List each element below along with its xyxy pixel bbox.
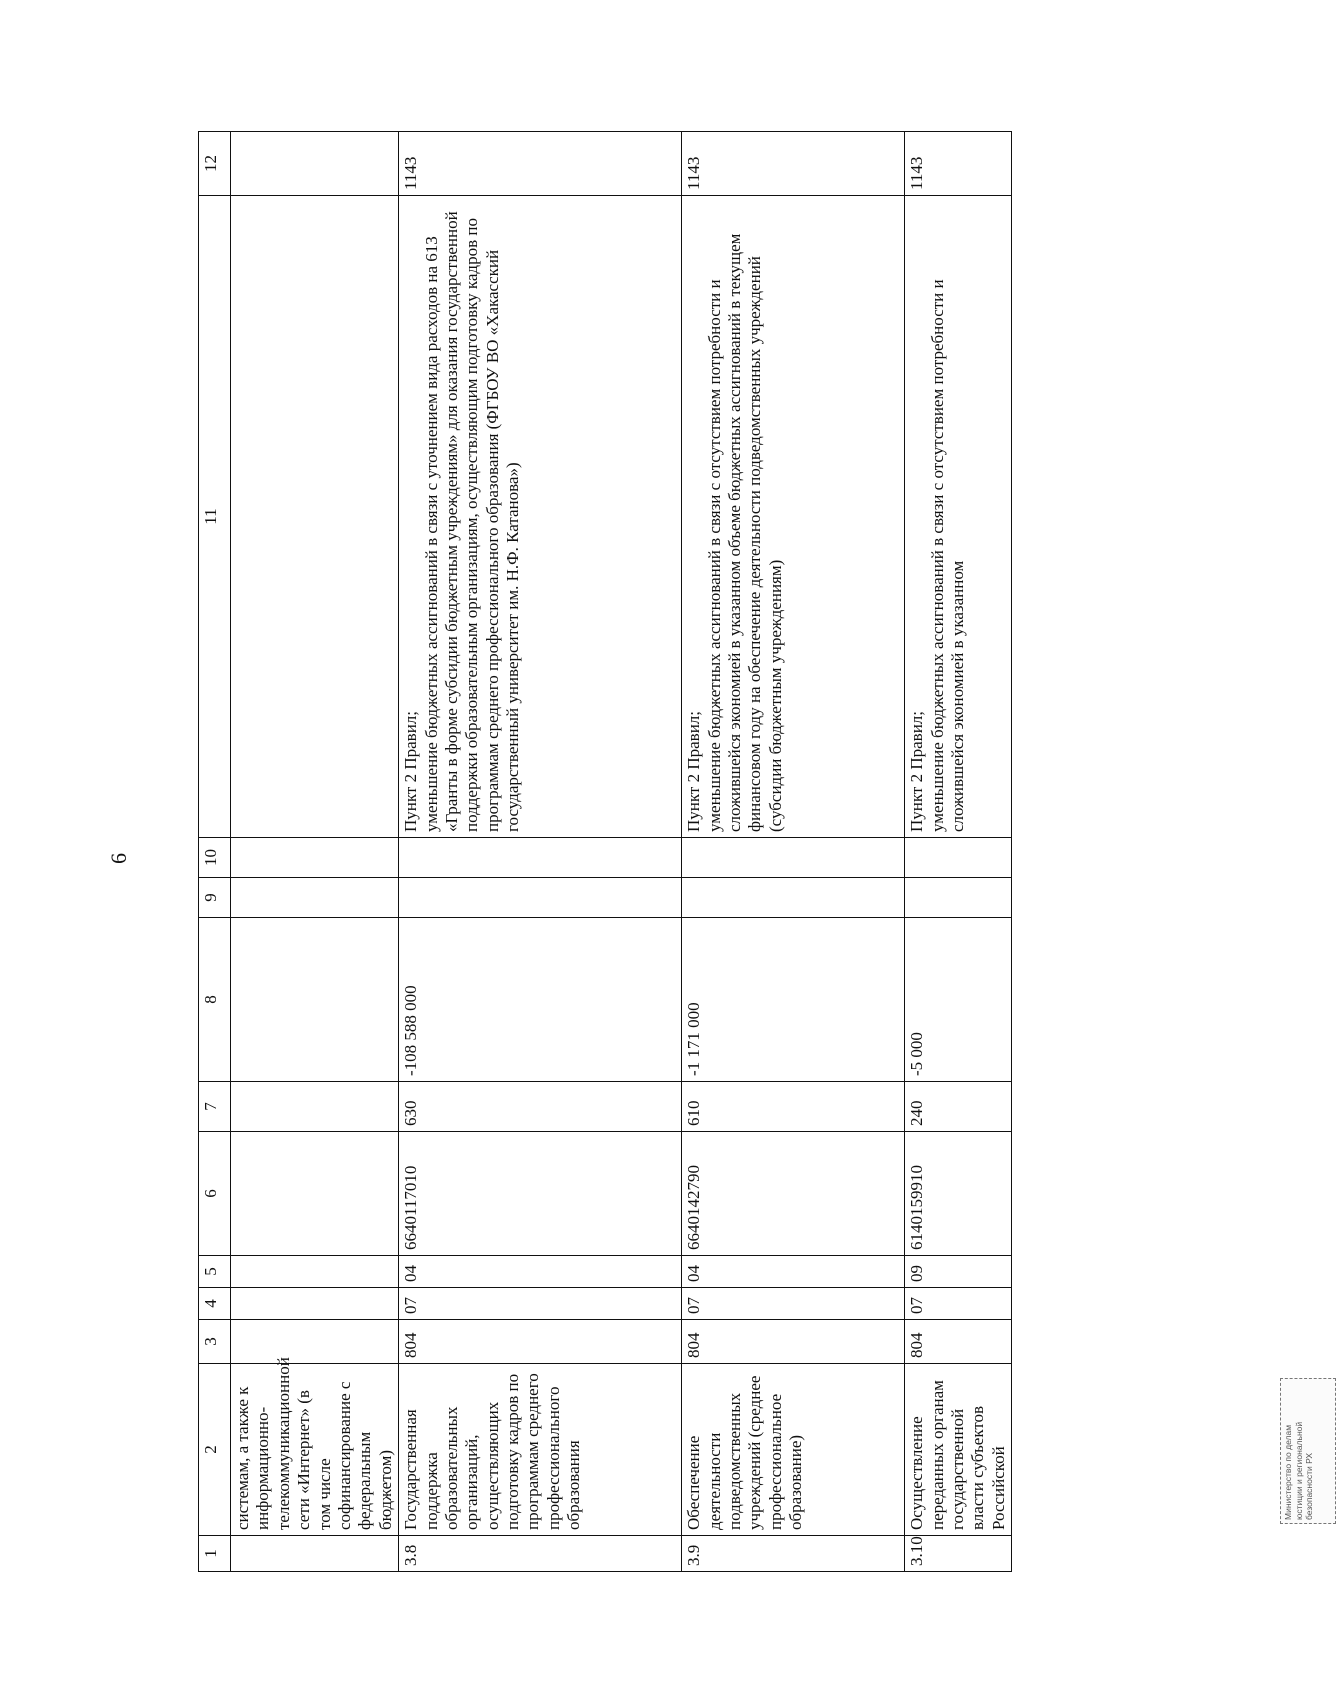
header-col-12: 12 (199, 132, 231, 196)
cell-empty (231, 1132, 399, 1256)
header-col-4: 4 (199, 1288, 231, 1320)
header-col-3: 3 (199, 1320, 231, 1364)
cell-subsection: 04 (682, 1256, 905, 1288)
table-row (905, 132, 1012, 1572)
cell-col-9 (399, 878, 682, 918)
cell-number: 3.8 (399, 1536, 682, 1572)
cell-number: 3.10 (905, 1536, 1012, 1572)
header-col-6: 6 (199, 1132, 231, 1256)
stamp-line: Министерство по делам (1283, 1424, 1293, 1520)
cell-empty (231, 196, 399, 838)
cell-subsection: 04 (399, 1256, 682, 1288)
cell-expense-type: 240 (905, 1082, 1012, 1132)
cell-subsection: 09 (905, 1256, 1012, 1288)
cell-ministry-code: 804 (905, 1320, 1012, 1364)
cell-ministry-code: 804 (399, 1320, 682, 1364)
header-col-2: 2 (199, 1364, 231, 1536)
cell-col-10 (399, 838, 682, 878)
cell-col-10 (905, 838, 1012, 878)
table-row (682, 132, 905, 1572)
cell-justification: Пункт 2 Правил; уменьшение бюджетных ассигнований в связи с отсутствием потребности и сложившейся экономией в указанном (905, 196, 1012, 838)
budget-table-wrapper (198, 132, 1012, 1572)
cell-amount: -1 171 000 (682, 918, 905, 1082)
table-row (399, 132, 682, 1572)
stamp-line: безопасности РХ (1304, 1452, 1315, 1520)
header-col-5: 5 (199, 1256, 231, 1288)
cell-empty (231, 1320, 399, 1364)
table-row-continuation (231, 132, 399, 1572)
cell-empty (231, 838, 399, 878)
header-col-8: 8 (199, 918, 231, 1082)
cell-name: Государственная поддержка образовательных организаций, осуществляющих подготовку кадров по программам среднего профессионального образования (399, 1364, 682, 1536)
header-col-9: 9 (199, 878, 231, 918)
cell-target-article: 6140159910 (905, 1132, 1012, 1256)
header-col-11: 11 (199, 196, 231, 838)
cell-empty (231, 132, 399, 196)
cell-justification: Пункт 2 Правил; уменьшение бюджетных ассигнований в связи с уточнением вида расходов на 613 «Гранты в форме субсидии бюджетным учреждениям» для оказания государственной поддержки образовательным организациям, осуществляющим подготовку кадров по программам среднего профессионального образования (ФГБОУ ВО «Хакасский государственный университет им. Н.Ф. Катанова») (399, 196, 682, 838)
cell-justification: Пункт 2 Правил; уменьшение бюджетных ассигнований в связи с отсутствием потребности и сложившейся экономией в указанном объеме бюджетных ассигнований в текущем финансовом году на обеспечение деятельности подведомственных учреждений (субсидии бюджетным учреждениям) (682, 196, 905, 838)
cell-ministry-code: 804 (682, 1320, 905, 1364)
cell-target-article: 6640142790 (682, 1132, 905, 1256)
cell-section: 07 (682, 1288, 905, 1320)
cell-col-10 (682, 838, 905, 878)
cell-empty (231, 918, 399, 1082)
cell-col-9 (905, 878, 1012, 918)
registration-stamp (1280, 1378, 1336, 1524)
cell-section: 07 (905, 1288, 1012, 1320)
header-col-7: 7 (199, 1082, 231, 1132)
cell-target-article: 6640117010 (399, 1132, 682, 1256)
cell-empty (231, 1288, 399, 1320)
header-col-1: 1 (199, 1536, 231, 1572)
cell-number (231, 1536, 399, 1572)
cell-name: Обеспечение деятельности подведомственных учреждений (среднее профессиональное образование) (682, 1364, 905, 1536)
cell-amount: -108 588 000 (399, 918, 682, 1082)
cell-code: 1143 (399, 132, 682, 196)
cell-col-9 (682, 878, 905, 918)
cell-name: Осуществление переданных органам государственной власти субъектов Российской (905, 1364, 1012, 1536)
cell-expense-type: 610 (682, 1082, 905, 1132)
stamp-line: юстиции и региональной (1293, 1421, 1304, 1520)
cell-amount: -5 000 (905, 918, 1012, 1082)
cell-empty (231, 1256, 399, 1288)
page-number: 6 (106, 853, 131, 864)
cell-empty (231, 878, 399, 918)
header-row (199, 132, 231, 1572)
cell-code: 1143 (905, 132, 1012, 196)
cell-expense-type: 630 (399, 1082, 682, 1132)
cell-name: системам, а также к информационно-телекоммуникационной сети «Интернет» (в том числе софинансирование с федеральным бюджетом) (231, 1364, 399, 1536)
cell-empty (231, 1082, 399, 1132)
budget-table (198, 131, 1012, 1572)
cell-code: 1143 (682, 132, 905, 196)
cell-number: 3.9 (682, 1536, 905, 1572)
header-col-10: 10 (199, 838, 231, 878)
cell-section: 07 (399, 1288, 682, 1320)
